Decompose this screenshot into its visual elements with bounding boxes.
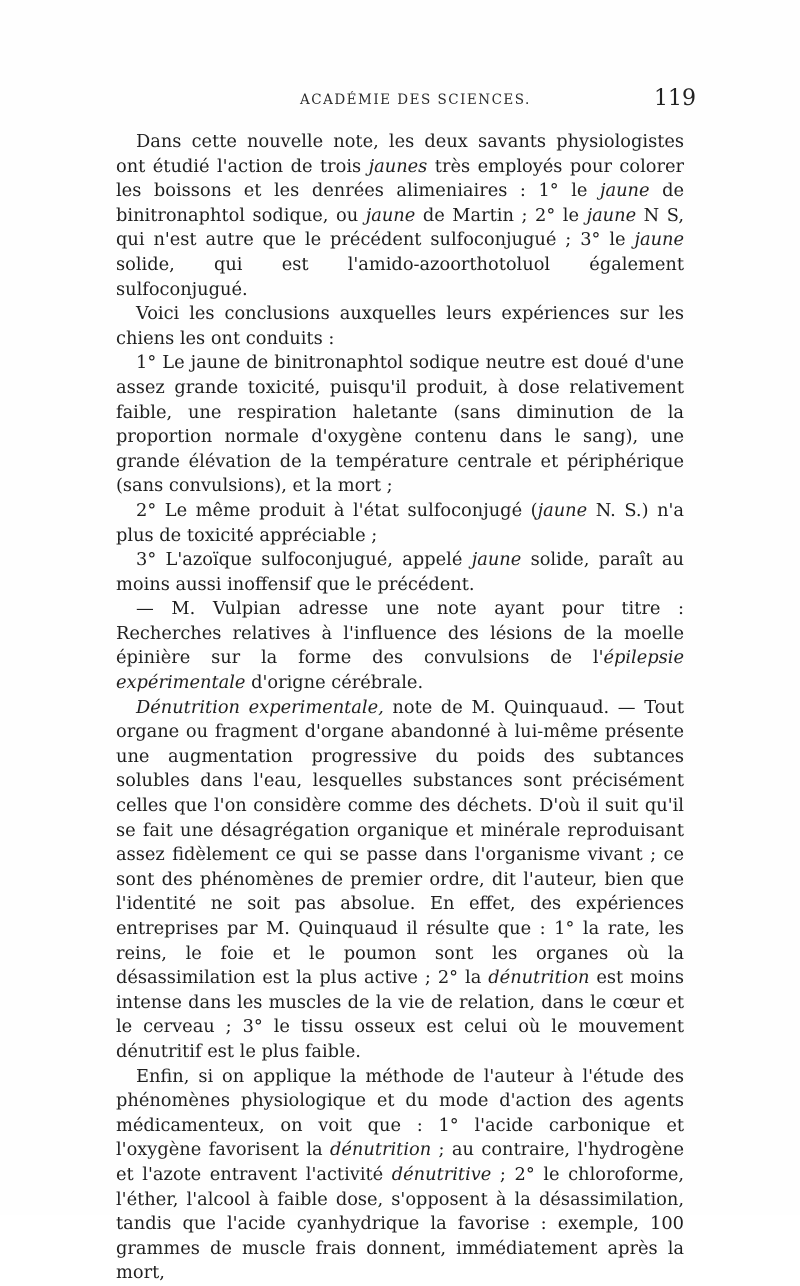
text-run: N S, qui n'est autre que le précédent sulfoconjugué ; 3° le xyxy=(116,204,684,251)
paragraph-conclusion-2 xyxy=(116,499,684,548)
italic-term: épilepsie expérimentale xyxy=(116,647,684,694)
italic-term: jaune xyxy=(586,204,637,226)
text-run: 2° Le même produit à l'état sulfoconjugé ( xyxy=(136,499,538,521)
italic-term: dénutrition xyxy=(330,1139,432,1161)
text-run: — M. Vulpian adresse une note ayant pour titre : Recherches relatives à l'influence des lésions de la moelle épinière sur la forme des convulsions de l' xyxy=(116,598,684,669)
italic-term: jaune xyxy=(365,204,416,226)
italic-term: dénutrition xyxy=(488,967,590,989)
text-run: 3° L'azoïque sulfoconjugué, appelé xyxy=(136,549,472,571)
text-run: Enfin, si on applique la méthode de l'auteur à l'étude des phénomènes physiologique et du mode d'action des agents médicamenteux, on voit que : 1° l'acide carbonique et l'oxygène favorisent la xyxy=(116,1065,684,1161)
text-run: très employés pour colorer les boissons et les denrées alimeniaires : 1° le xyxy=(116,155,685,202)
page-number: 119 xyxy=(654,86,696,111)
text-run: de Martin ; 2° le xyxy=(415,204,587,226)
italic-term: dénutritive xyxy=(391,1163,492,1185)
text-run: Dans cette nouvelle note, les deux savants physiologistes ont étudié l'action de trois xyxy=(116,131,684,177)
running-head: ACADÉMIE DES SCIENCES. xyxy=(300,92,531,108)
text-run: est moins intense dans les muscles de la vie de relation, dans le cœur et le cerveau ; 3° le tissu osseux est celui où le mouvement dénutritif est le plus faible. xyxy=(116,967,684,1062)
paragraph-conclusion-3 xyxy=(116,548,684,597)
text-run: N. S.) n'a plus de toxicité appréciable ; xyxy=(116,499,685,546)
body-text xyxy=(116,130,684,1286)
paragraph-conclusions: Voici les conclusions auxquelles leurs expériences sur les chiens les ont conduits : xyxy=(116,303,684,349)
italic-term: jaunes xyxy=(368,155,428,177)
text-run: de binitronaphtol sodique, ou xyxy=(116,180,684,226)
italic-term: jaune xyxy=(537,499,588,521)
text-run: note de M. Quinquaud. — Tout organe ou fragment d'organe abandonné à lui-même présente une augmentation progressive du poids des subtances solubles dans l'eau, lesquelles substances sont précisément celles que l'on considère comme des déchets. D'où il suit qu'il se fait une désagrégation organique et minérale reproduisant assez fidèlement ce qui se passe dans l'organisme vivant ; ce sont des phénomènes de premier ordre, dit l'auteur, bien que l'identité ne soit pas absolue. En effet, des expériences entreprises par M. Quinquaud il résulte que : 1° la rate, les reins, le foie et le poumon sont les organes où la désassimilation est la plus active ; 2° la xyxy=(116,696,685,989)
paragraph-jaunes-study xyxy=(116,130,684,302)
italic-term: jaune xyxy=(634,229,684,251)
italic-heading: Dénutrition experimentale, xyxy=(136,696,384,718)
text-run: solide, qui est l'amido-azoorthotoluol également sulfoconjugué. xyxy=(116,253,684,300)
text-run: ; au contraire, l'hydrogène et l'azote entravent l'activité xyxy=(116,1139,684,1185)
text-run: d'origne cérébrale. xyxy=(245,672,424,694)
paragraph-conclusion-1: 1° Le jaune de binitronaphtol sodique neutre est doué d'une assez grande toxicité, puisqu'il produit, à dose relativement faible, une respiration haletante (sans diminution de la proportion normale d'oxygène contenu dans le sang), une grande élévation de la température centrale et périphérique (sans convulsions), et la mort ; xyxy=(116,352,684,497)
text-run: solide, paraît au moins aussi inoffensif que le précédent. xyxy=(116,549,684,595)
paragraph-denutrition xyxy=(116,696,684,1065)
paragraph-vulpian xyxy=(116,597,684,695)
text-run: ; 2° le chloroforme, l'éther, l'alcool à faible dose, s'opposent à la désassimilation, tandis que l'acide cyanhydrique la favorise : exemple, 100 grammes de muscle frais donnent, immédiatement après la mort, xyxy=(116,1163,684,1284)
italic-term: jaune xyxy=(599,180,650,202)
paragraph-methode xyxy=(116,1065,684,1286)
italic-term: jaune xyxy=(471,549,522,571)
